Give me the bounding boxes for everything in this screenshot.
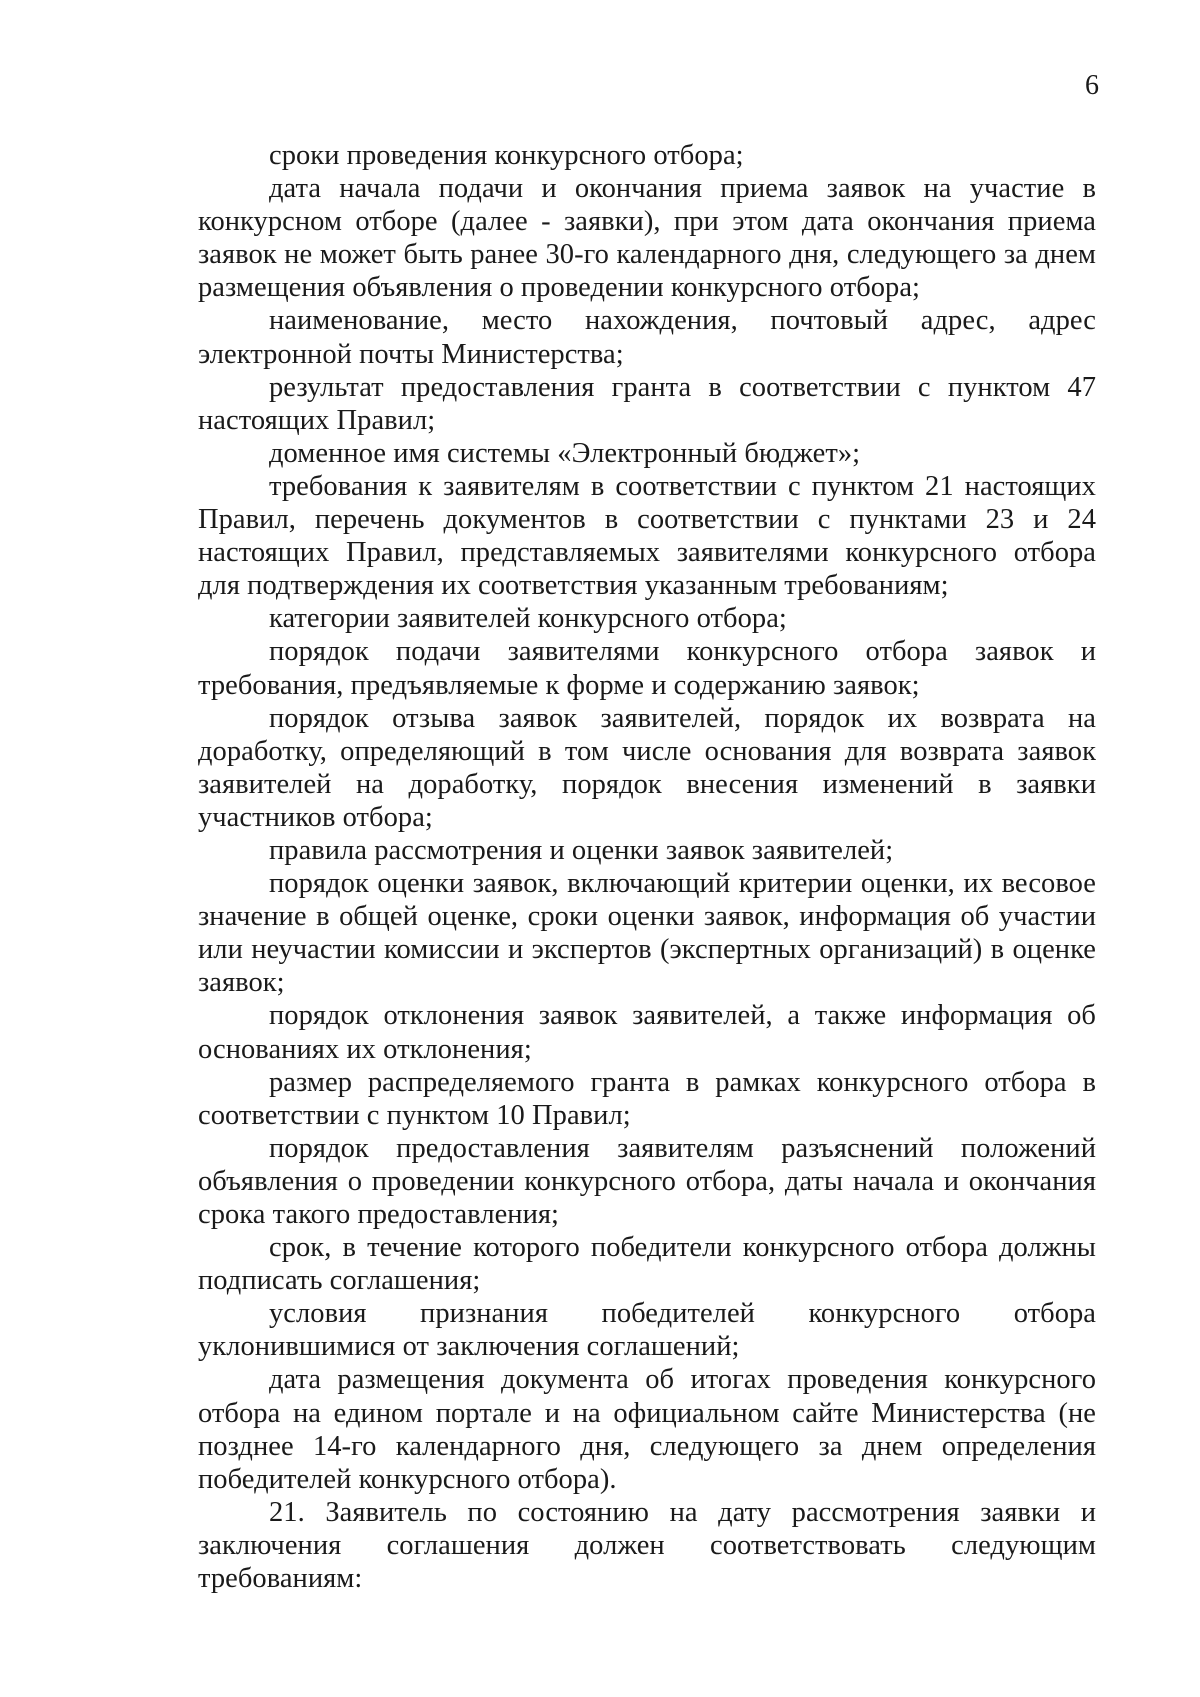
- paragraph-8: порядок подачи заявителями конкурсного отбора заявок и требования, предъявляемые к форме и содержанию заявок;: [198, 636, 1096, 701]
- paragraph-3: наименование, место нахождения, почтовый адрес, адрес электронной почты Министерства;: [198, 305, 1096, 370]
- document-body: [198, 139, 1096, 1595]
- paragraph-15: срок, в течение которого победители конкурсного отбора должны подписать соглашения;: [198, 1232, 1096, 1297]
- paragraph-1: сроки проведения конкурсного отбора;: [269, 140, 744, 171]
- paragraph-16: условия признания победителей конкурсного отбора уклонившимися от заключения соглашений;: [198, 1298, 1096, 1363]
- paragraph-17: дата размещения документа об итогах проведения конкурсного отбора на едином портале и на официальном сайте Министерства (не позднее 14-го календарного дня, следующего за днем определения победителей конкурсного отбора).: [198, 1364, 1096, 1495]
- paragraph-18: 21. Заявитель по состоянию на дату рассмотрения заявки и заключения соглашения должен соответствовать следующим требованиям:: [198, 1496, 1096, 1595]
- paragraph-12: порядок отклонения заявок заявителей, а также информация об основаниях их отклонения;: [198, 1000, 1096, 1065]
- paragraph-13: размер распределяемого гранта в рамках конкурсного отбора в соответствии с пунктом 10 Правил;: [198, 1066, 1096, 1131]
- paragraph-14: порядок предоставления заявителям разъяснений положений объявления о проведении конкурсного отбора, даты начала и окончания срока такого предоставления;: [198, 1132, 1096, 1230]
- paragraph-9: порядок отзыва заявок заявителей, порядок их возврата на доработку, определяющий в том числе основания для возврата заявок заявителей на доработку, порядок внесения изменений в заявки участников отбора;: [198, 702, 1096, 833]
- page-number: 6: [1085, 70, 1099, 101]
- paragraph-2: дата начала подачи и окончания приема заявок на участие в конкурсном отборе (далее - заявки), при этом дата окончания приема заявок не может быть ранее 30-го календарного дня, следующего за днем размещения объявления о проведении конкурсного отбора;: [198, 173, 1096, 304]
- paragraph-4: результат предоставления гранта в соответствии с пунктом 47 настоящих Правил;: [198, 371, 1096, 436]
- paragraph-6: требования к заявителям в соответствии с пунктом 21 настоящих Правил, перечень документов в соответствии с пунктами 23 и 24 настоящих Правил, представляемых заявителями конкурсного отбора для подтверждения их соответствия указанным требованиям;: [198, 470, 1096, 602]
- paragraph-5: доменное имя системы «Электронный бюджет»;: [269, 437, 861, 469]
- paragraph-7: категории заявителей конкурсного отбора;: [269, 603, 787, 635]
- paragraph-11: порядок оценки заявок, включающий критерии оценки, их весовое значение в общей оценке, сроки оценки заявок, информация об участии или неучастии комиссии и экспертов (экспертных организаций) в оценке заявок;: [198, 868, 1096, 999]
- paragraph-10: правила рассмотрения и оценки заявок заявителей;: [269, 834, 894, 866]
